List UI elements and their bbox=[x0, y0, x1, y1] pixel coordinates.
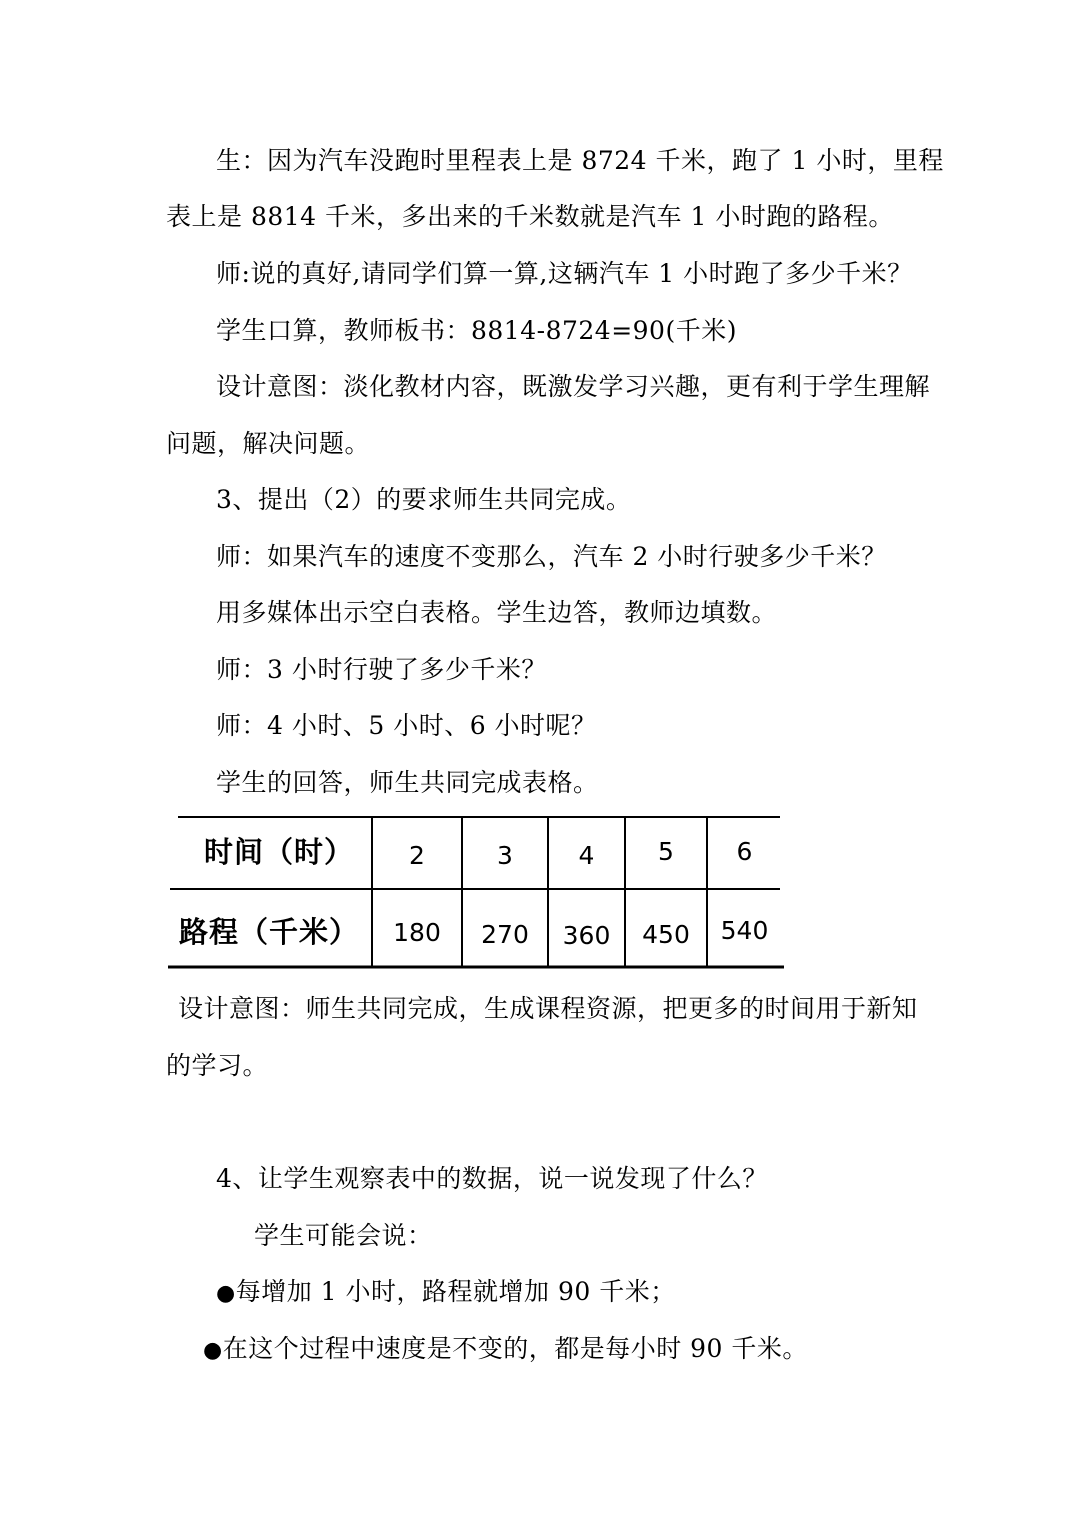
line-3: 师:说的真好,请同学们算一算,这辆汽车 1 小时跑了多少千米？ bbox=[216, 259, 913, 288]
line-7: 3、提出（2）的要求师生共同完成。 bbox=[216, 485, 632, 514]
line-9: 用多媒体出示空白表格。学生边答，教师边填数。 bbox=[216, 598, 778, 627]
row1-header: 时间（时） bbox=[203, 835, 354, 869]
row2-cell: 540 bbox=[720, 916, 769, 945]
row1-cell: 2 bbox=[409, 841, 425, 870]
line-8: 师：如果汽车的速度不变那么，汽车 2 小时行驶多少千米？ bbox=[216, 542, 887, 571]
bullet-icon: ● bbox=[203, 1338, 223, 1363]
row2-cell: 270 bbox=[481, 920, 529, 949]
row2-cell: 180 bbox=[393, 918, 441, 947]
speed-table bbox=[166, 815, 786, 970]
bullet-text: 每增加 1 小时，路程就增加 90 千米； bbox=[235, 1277, 676, 1306]
line-2: 表上是 8814 千米，多出来的千米数就是汽车 1 小时跑的路程。 bbox=[166, 202, 894, 231]
line-1: 生：因为汽车没跑时里程表上是 8724 千米，跑了 1 小时，里程 bbox=[216, 146, 944, 175]
bullet-icon: ● bbox=[216, 1281, 236, 1306]
row2-cell: 360 bbox=[562, 921, 611, 950]
line-6: 问题，解决问题。 bbox=[166, 429, 371, 458]
row2-cell: 450 bbox=[642, 920, 690, 949]
bullet-item-1 bbox=[216, 1277, 676, 1309]
row1-cell: 3 bbox=[497, 841, 513, 870]
line-10: 师：3 小时行驶了多少千米？ bbox=[216, 655, 547, 684]
line-4: 学生口算，教师板书：8814-8724=90(千米) bbox=[216, 316, 737, 345]
row1-cell: 6 bbox=[736, 837, 753, 866]
row1-cell: 5 bbox=[658, 837, 674, 866]
row1-cell: 4 bbox=[578, 841, 595, 870]
students-may-say: 学生可能会说： bbox=[254, 1221, 433, 1250]
row2-header: 路程（千米） bbox=[178, 915, 359, 949]
line-11: 师：4 小时、5 小时、6 小时呢？ bbox=[216, 711, 597, 740]
line-12: 学生的回答，师生共同完成表格。 bbox=[216, 768, 599, 797]
step-4-line: 4、让学生观察表中的数据，说一说发现了什么？ bbox=[216, 1164, 768, 1193]
design-intent-line-1: 设计意图：师生共同完成，生成课程资源，把更多的时间用于新知 bbox=[178, 994, 918, 1023]
bullet-text: 在这个过程中速度是不变的，都是每小时 90 千米。 bbox=[222, 1334, 808, 1363]
design-intent-line-2: 的学习。 bbox=[166, 1051, 269, 1080]
line-5: 设计意图：淡化教材内容，既激发学习兴趣，更有利于学生理解 bbox=[216, 372, 931, 401]
bullet-item-2 bbox=[203, 1334, 808, 1366]
